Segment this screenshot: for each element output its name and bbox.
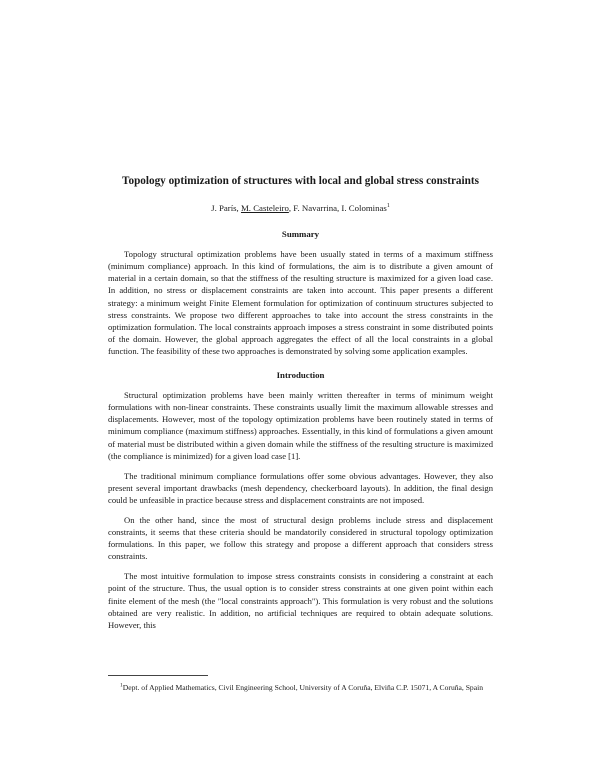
author-others: , F. Navarrina, I. Colominas <box>288 203 387 213</box>
author-list <box>108 202 493 214</box>
summary-heading: Summary <box>281 229 320 240</box>
footnote-text <box>108 682 493 693</box>
author-paris: J. París, <box>211 203 241 213</box>
intro-paragraph-1: Structural optimization problems have been mainly written thereafter in terms of minimum weight formulations with non-linear constraints. These constraints usually limit the maximum allowable stresses and displacements. However, most of the topology optimization problems have been routinely stated in terms of minimum compliance (maximum stiffness) approaches. Essentially, in this kind of formulations a given amount of material must be distributed within a given domain while the stiffness of the resulting structure is maximized (the compliance is minimized) for a given load case [1]. <box>108 390 493 461</box>
author-casteleiro: M. Casteleiro <box>240 203 289 213</box>
paper-title: Topology optimization of structures with local and global stress constraints <box>122 175 479 187</box>
intro-paragraph-2: The traditional minimum compliance formulations offer some obvious advantages. However, they also present several important drawbacks (mesh dependency, checkerboard layouts). In addition, the final design could be unfeasible in practice because stress and displacement constraints are not imposed. <box>108 470 493 505</box>
introduction-heading: Introduction <box>276 370 325 381</box>
affiliation-mark: 1 <box>386 203 390 210</box>
footnote-body: Dept. of Applied Mathematics, Civil Engineering School, University of A Coruña, Elviña C.P. 15071, A Coruña, Spain <box>122 683 483 692</box>
paper-page <box>108 174 493 631</box>
summary-paragraph: Topology structural optimization problems have been usually stated in terms of a maximum stiffness (minimum compliance) approach. In this kind of formulations, the aim is to distribute a given amount of material in a certain domain, so that the stiffness of the resulting structure is maximized for a given load case. In addition, no stress or displacement constraints are taken into account. This paper presents a different strategy: a minimum weight Finite Element formulation for optimization of continuum structures subjected to stress constraints. We propose two different approaches to take into account the stress constraints in the optimization formulation. The local constraints approach imposes a stress constraint in some distributed points of the domain. However, the global approach aggregates the effect of all the local constraints in a global function. The feasibility of these two approaches is demonstrated by solving some application examples. <box>108 249 493 356</box>
intro-paragraph-3: On the other hand, since the most of structural design problems include stress and displacement constraints, it seems that these criteria should be mandatorily considered in structural topology optimization formulations. In this paper, we follow this strategy and propose a different approach that considers stress constraints. <box>108 514 493 562</box>
footnote <box>108 675 493 693</box>
intro-paragraph-4: The most intuitive formulation to impose stress constraints consists in considering a constraint at each point of the structure. Thus, the usual option is to consider stress constraints at one given point within each finite element of the mesh (the "local constraints approach"). This formulation is very robust and the solutions obtained are very realistic. In addition, no artificial techniques are required to obtain adequate solutions. However, this <box>108 571 493 630</box>
footnote-rule <box>108 675 208 676</box>
footnote-mark: 1 <box>120 682 123 689</box>
